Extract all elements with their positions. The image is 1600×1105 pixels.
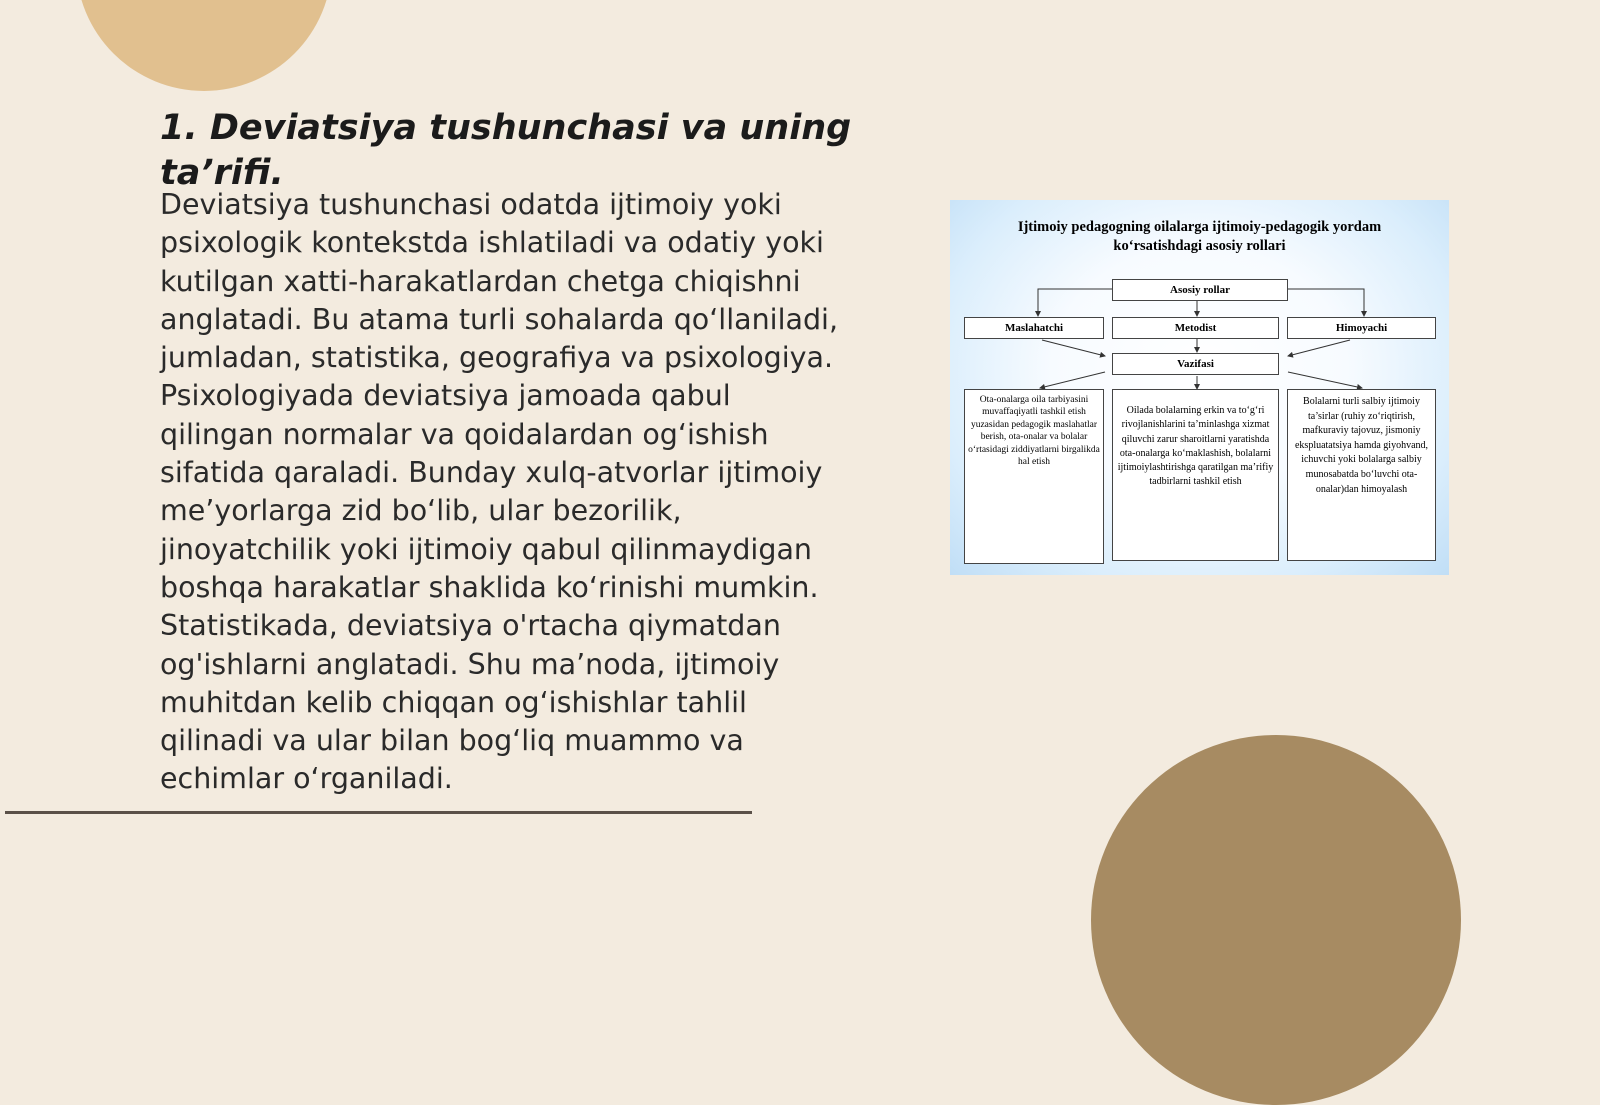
- description-box-metodist: Oilada bolalarning erkin va to‘g‘ri rivojlanishlarini ta’minlashga xizmat qiluvchi zarur sharoitlarni yaratishda ota-onalarga ko‘maklashish, bolalarni ijtimoiylashtirishga qaratilgan ma’rifiy tadbirlarni tashkil etish: [1112, 389, 1279, 561]
- description-box-maslahatchi: Ota-onalarga oila tarbiyasini muvaffaqiyatli tashkil etish yuzasidan pedagogik maslahatlar berish, ota-onalar va bolalar o‘rtasidagi ziddiyatlarni birgalikda hal etish: [964, 389, 1104, 564]
- divider-line: [5, 811, 752, 814]
- role-box-maslahatchi: Maslahatchi: [964, 317, 1104, 339]
- decorative-circle-bottom: [1091, 735, 1461, 1105]
- roles-diagram: [950, 200, 1449, 575]
- slide-title: 1. Deviatsiya tushunchasi va uning ta’rifi.: [160, 108, 852, 193]
- diagram-title: Ijtimoiy pedagogning oilalarga ijtimoiy-pedagogik yordam ko‘rsatishdagi asosiy rollari: [1017, 219, 1382, 254]
- role-box-metodist: Metodist: [1112, 317, 1279, 339]
- decorative-circle-top: [76, 0, 332, 91]
- description-box-himoyachi: Bolalarni turli salbiy ijtimoiy ta’sirlar (ruhiy zo‘riqtirish, mafkuraviy tajovuz, jismoniy ekspluatatsiya hamda giyohvand, ichuvchi yoki bolalarga salbiy munosabatda bo‘luvchi ota-onalar)dan himoyalash: [1287, 389, 1436, 561]
- center-box-vazifasi: Vazifasi: [1112, 353, 1279, 375]
- slide-body-text: Deviatsiya tushunchasi odatda ijtimoiy yoki psixologik kontekstda ishlatiladi va odatiy yoki kutilgan xatti-harakatlardan chetga chiqishni anglatadi. Bu atama turli sohalarda qo‘llaniladi, jumladan, statistika, geografiya va psixologiya. Psixologiyada deviatsiya jamoada qabul qilingan normalar va qoidalardan og‘ishish sifatida qaraladi. Bunday xulq-atvorlar ijtimoiy me’yorlarga zid bo‘lib, ular bezorilik, jinoyatchilik yoki ijtimoiy qabul qilinmaydigan boshqa harakatlar shaklida ko‘rinishi mumkin. Statistikada, deviatsiya o'rtacha qiymatdan og'ishlarni anglatadi. Shu ma’noda, ijtimoiy muhitdan kelib chiqqan og‘ishishlar tahlil qilinadi va ular bilan bog‘liq muammo va echimlar o‘rganiladi.: [160, 188, 839, 796]
- role-box-himoyachi: Himoyachi: [1287, 317, 1436, 339]
- root-box: Asosiy rollar: [1112, 279, 1288, 301]
